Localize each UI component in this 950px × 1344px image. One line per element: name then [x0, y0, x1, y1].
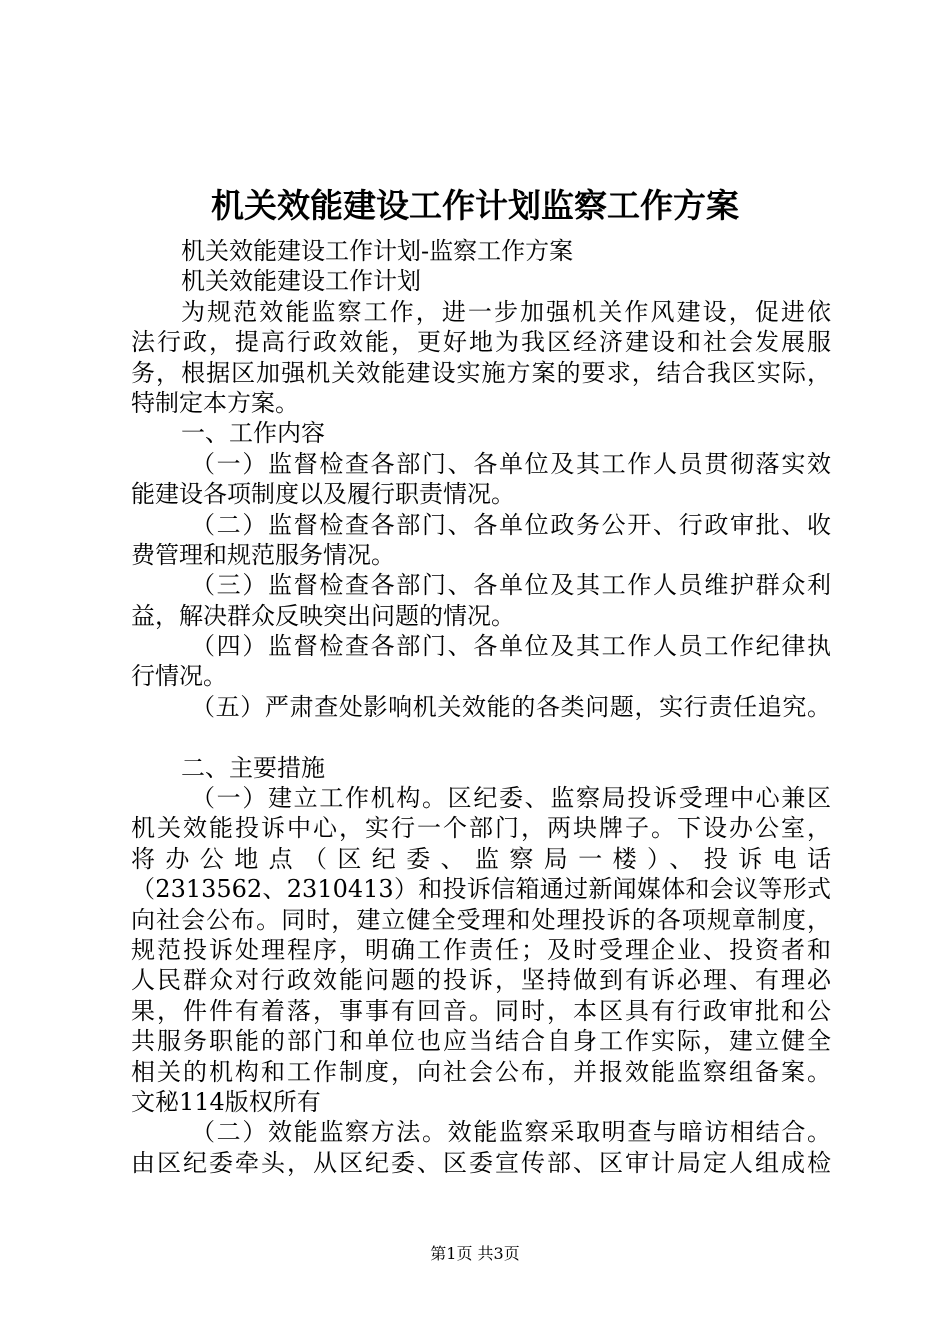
body-line: （五）严肃查处影响机关效能的各类问题，实行责任追究。: [191, 692, 831, 721]
body-line: 将办公地点（区纪委、监察局一楼）、投诉电话: [131, 844, 831, 873]
body-line: （一）建立工作机构。区纪委、监察局投诉受理中心兼区: [191, 784, 831, 813]
body-line: （四）监督检查各部门、各单位及其工作人员工作纪律执: [191, 632, 831, 661]
body-line: （二）监督检查各部门、各单位政务公开、行政审批、收: [191, 510, 831, 539]
document-body: [131, 236, 831, 1178]
body-line: [131, 722, 831, 752]
body-line: 机关效能投诉中心，实行一个部门，两块牌子。下设办公室，: [131, 814, 831, 843]
body-line: 二、主要措施: [181, 753, 325, 782]
body-line: 人民群众对行政效能问题的投诉，坚持做到有诉必理、有理必: [131, 966, 831, 995]
body-line: 机关效能建设工作计划: [181, 267, 421, 296]
body-line: 共服务职能的部门和单位也应当结合自身工作实际，建立健全: [131, 1027, 831, 1056]
body-line: 文秘114版权所有: [131, 1087, 321, 1116]
body-line: 务，根据区加强机关效能建设实施方案的要求，结合我区实际，: [131, 358, 831, 387]
body-line: （2313562、2310413）和投诉信箱通过新闻媒体和会议等形式: [131, 875, 831, 904]
page-footer: 第1页 共3页: [430, 1244, 520, 1263]
body-line: 法行政，提高行政效能，更好地为我区经济建设和社会发展服: [131, 328, 831, 357]
body-line: （一）监督检查各部门、各单位及其工作人员贯彻落实效: [191, 449, 831, 478]
body-line: 规范投诉处理程序，明确工作责任；及时受理企业、投资者和: [131, 935, 831, 964]
body-line: 特制定本方案。: [131, 388, 299, 417]
body-line: （三）监督检查各部门、各单位及其工作人员维护群众利: [191, 571, 831, 600]
body-line: 相关的机构和工作制度，向社会公布，并报效能监察组备案。: [131, 1057, 831, 1086]
body-line: 费管理和规范服务情况。: [131, 540, 395, 569]
body-line: 向社会公布。同时，建立健全受理和处理投诉的各项规章制度，: [131, 905, 831, 934]
body-line: 益，解决群众反映突出问题的情况。: [131, 601, 515, 630]
body-line: 一、工作内容: [181, 419, 325, 448]
body-line: 行情况。: [131, 662, 227, 691]
body-line: 为规范效能监察工作，进一步加强机关作风建设，促进依: [181, 297, 831, 326]
body-line: 由区纪委牵头，从区纪委、区委宣传部、区审计局定人组成检: [131, 1148, 831, 1177]
document-title: 机关效能建设工作计划监察工作方案: [211, 186, 739, 225]
body-line: 机关效能建设工作计划-监察工作方案: [181, 237, 574, 265]
body-line: 果，件件有着落，事事有回音。同时，本区具有行政审批和公: [131, 996, 831, 1025]
body-line: 能建设各项制度以及履行职责情况。: [131, 480, 515, 509]
body-line: （二）效能监察方法。效能监察采取明查与暗访相结合。: [191, 1118, 831, 1147]
